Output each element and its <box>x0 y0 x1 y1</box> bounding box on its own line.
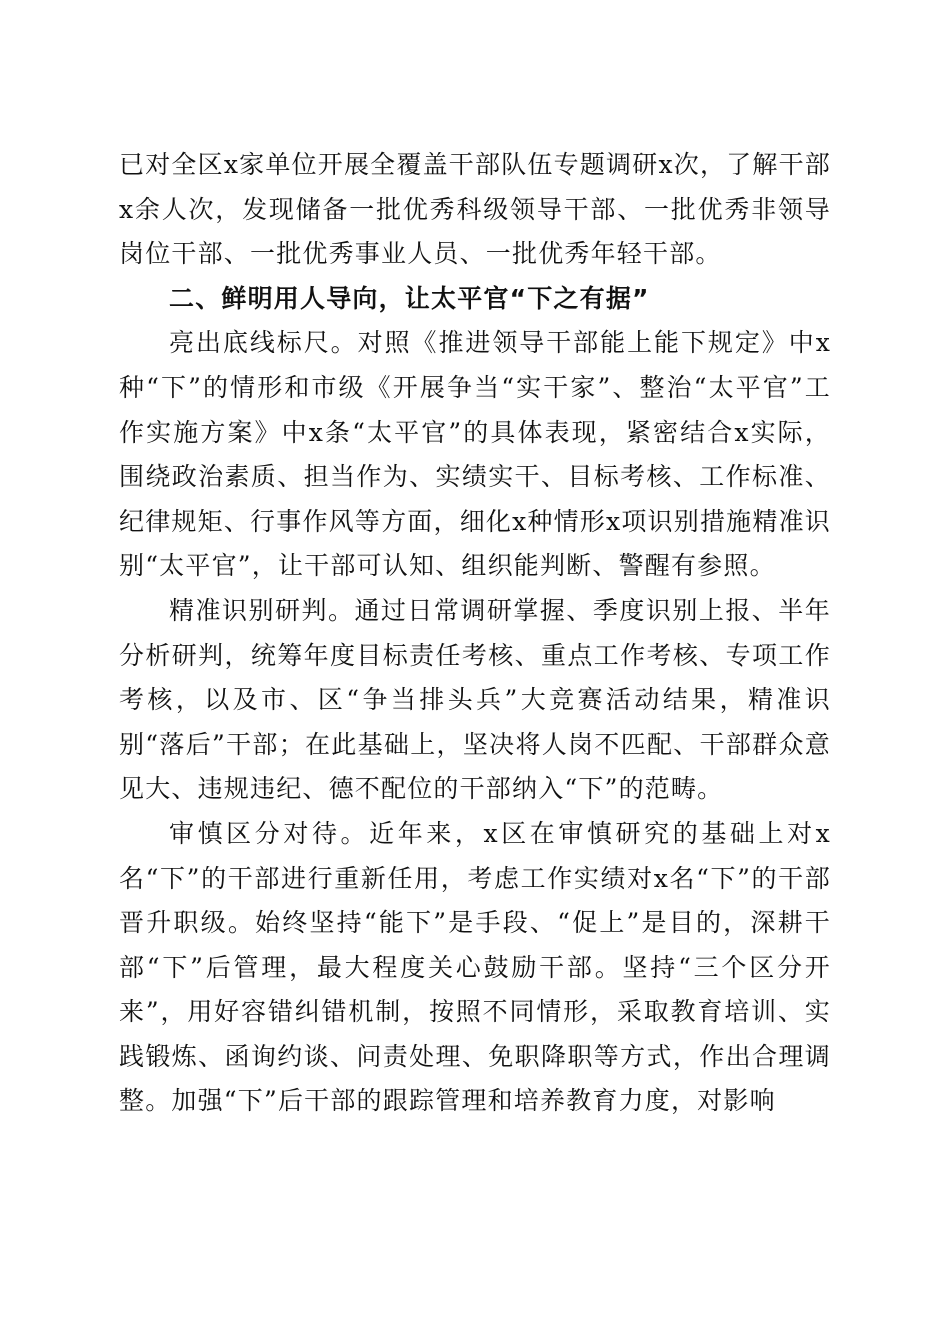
section-heading: 二、鲜明用人导向，让太平官“下之有据” <box>169 283 650 313</box>
paragraph-careful-treatment: 审慎区分对待。近年来，x区在审慎研究的基础上对x名“下”的干部进行重新任用，考虑工作实绩对x名“下”的干部晋升职级。始终坚持“能下”是手段、“促上”是目的，深耕干部“下”后管理，最大程度关心鼓励干部。坚持“三个区分开来”，用好容错纠错机制，按照不同情形，采取教育培训、实践锻炼、函询约谈、问责处理、免职降职等方式，作出合理调整。加强“下”后干部的跟踪管理和培养教育力度，对影响 <box>119 818 831 1116</box>
paragraph-precise-identification: 精准识别研判。通过日常调研掌握、季度识别上报、半年分析研判，统筹年度目标责任考核、重点工作考核、专项工作考核，以及市、区“争当排头兵”大竞赛活动结果，精准识别“落后”干部；在此基础上，坚决将人岗不匹配、干部群众意见大、违规违纪、德不配位的干部纳入“下”的范畴。 <box>119 595 831 804</box>
paragraph-continuation: 已对全区x家单位开展全覆盖干部队伍专题调研x次，了解干部x余人次，发现储备一批优秀科级领导干部、一批优秀非领导岗位干部、一批优秀事业人员、一批优秀年轻干部。 <box>119 150 831 269</box>
document-body <box>119 143 831 1124</box>
paragraph-baseline-standards: 亮出底线标尺。对照《推进领导干部能上能下规定》中x种“下”的情形和市级《开展争当“实干家”、整治“太平官”工作实施方案》中x条“太平官”的具体表现，紧密结合x实际，围绕政治素质、担当作为、实绩实干、目标考核、工作标准、纪律规矩、行事作风等方面，细化x种情形x项识别措施精准识别“太平官”，让干部可认知、组织能判断、警醒有参照。 <box>119 328 831 581</box>
